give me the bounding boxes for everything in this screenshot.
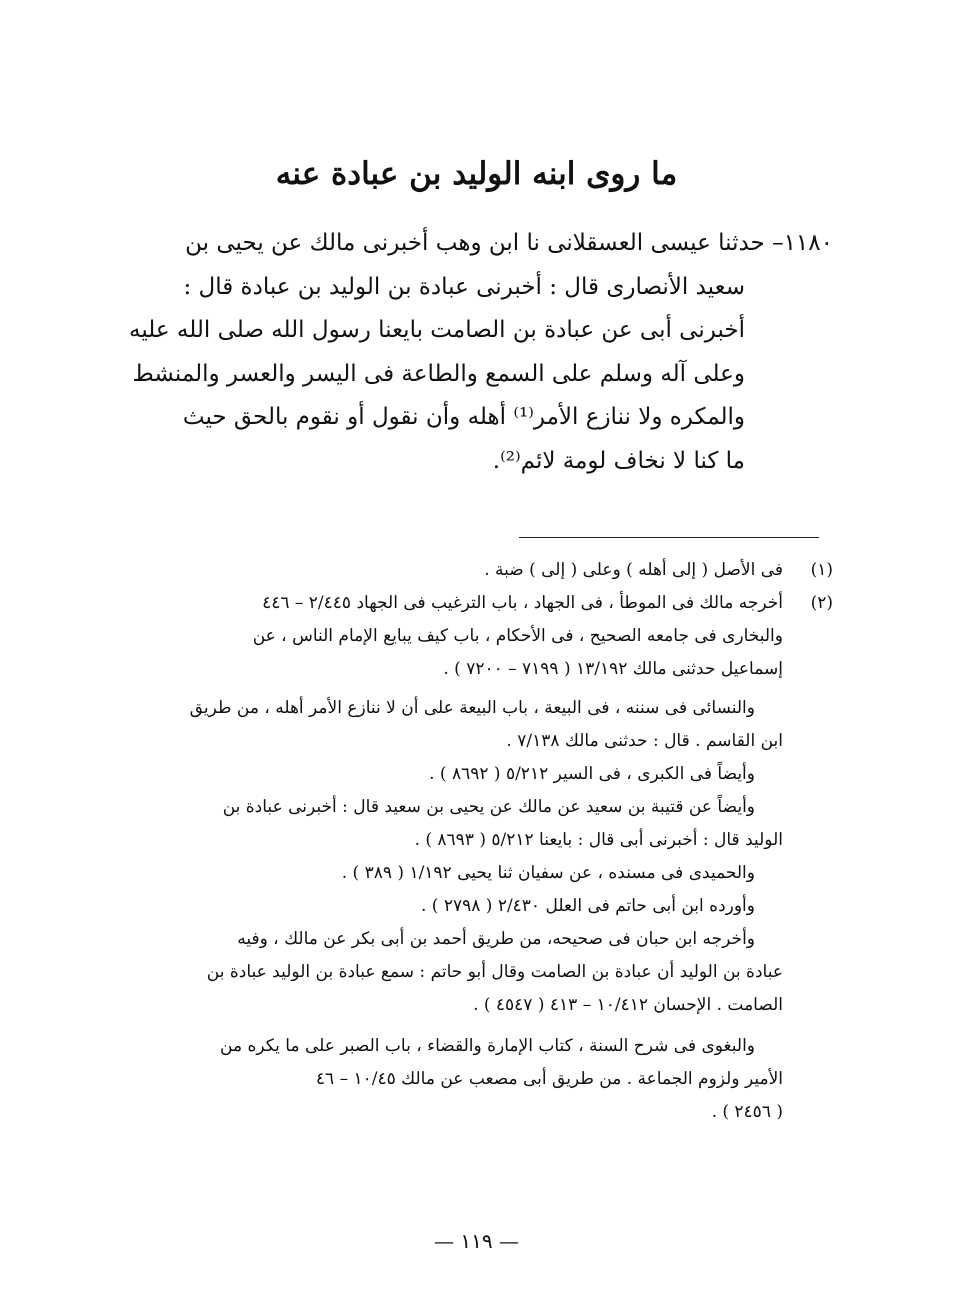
footnote-line: والنسائى فى سننه ، فى البيعة ، باب البيعة على أن لا ننازع الأمر أهله ، من طريق [189,698,755,718]
footnote-line: الأمير ولزوم الجماعة . من طريق أبى مصعب عن مالك ١٠/٤٥ – ٤٦ [315,1069,783,1089]
footnote-line: وأخرجه ابن حبان فى صحيحه، من طريق أحمد بن أبى بكر عن مالك ، وفيه [237,929,755,949]
page-number: — ١١٩ — [434,1229,519,1253]
footnote-line: ابن القاسم . قال : حدثنى مالك ٧/١٣٨ . [506,731,783,751]
hadith-line: ما كنا لا نخاف لومة لائم⁽²⁾. [492,447,745,474]
footnote-line: وأيضاً فى الكبرى ، فى السير ٥/٢١٢ ( ٨٦٩٢ ) . [429,764,755,784]
footnote-line: ( ٢٤٥٦ ) . [711,1102,783,1122]
hadith-text [120,222,833,483]
footnote-line: وأورده ابن أبى حاتم فى العلل ٢/٤٣٠ ( ٢٧٩٨ ) . [420,896,755,916]
footnote [120,554,833,587]
footnote-line: فى الأصل ( إلى أهله ) وعلى ( إلى ) ضبة . [484,560,783,580]
footnote [120,587,833,1129]
hadith-line: أخبرنى أبى عن عبادة بن الصامت بايعنا رسول الله صلى الله عليه [129,317,745,343]
hadith-line: والمكره ولا ننازع الأمر⁽¹⁾ أهله وأن نقول أو نقوم بالحق حيث [182,404,745,430]
footnote-line: الصامت . الإحسان ١٠/٤١٢ – ٤١٣ ( ٤٥٤٧ ) . [473,995,783,1015]
hadith-line: وعلى آله وسلم على السمع والطاعة فى اليسر والعسر والمنشط [132,360,745,387]
footnote-number: (٢) [810,593,833,613]
footnote-line: وأيضاً عن قتيبة بن سعيد عن مالك عن يحيى بن سعيد قال : أخبرنى عبادة بن [222,797,755,817]
page-title: ما روى ابنه الوليد بن عبادة عنه [275,156,678,192]
hadith-line: ١١٨٠– حدثنا عيسى العسقلانى نا ابن وهب أخبرنى مالك عن يحيى بن [185,230,833,256]
footnote-line: والحميدى فى مسنده ، عن سفيان ثنا يحيى ١/١٩٢ ( ٣٨٩ ) . [341,863,755,883]
footnotes [120,554,833,1129]
footnote-line: الوليد قال : أخبرنى أبى قال : بايعنا ٥/٢١٢ ( ٨٦٩٣ ) . [414,830,783,850]
footnote-number: (١) [810,560,833,580]
footnote-line: والبخارى فى جامعه الصحيح ، فى الأحكام ، باب كيف يبايع الإمام الناس ، عن [252,626,783,646]
footnote-separator [519,537,819,538]
footnote-line: أخرجه مالك فى الموطأ ، فى الجهاد ، باب الترغيب فى الجهاد ٢/٤٤٥ – ٤٤٦ [262,593,783,613]
hadith-line: سعيد الأنصارى قال : أخبرنى عبادة بن الوليد بن عبادة قال : [183,273,745,300]
footnote-line: إسماعيل حدثنى مالك ١٣/١٩٢ ( ٧١٩٩ – ٧٢٠٠ ) . [443,659,783,679]
footnote-line: والبغوى فى شرح السنة ، كتاب الإمارة والقضاء ، باب الصبر على ما يكره من [220,1036,755,1056]
footnote-line: عبادة بن الوليد أن عبادة بن الصامت وقال أبو حاتم : سمع عبادة بن الوليد عبادة بن [206,962,783,982]
